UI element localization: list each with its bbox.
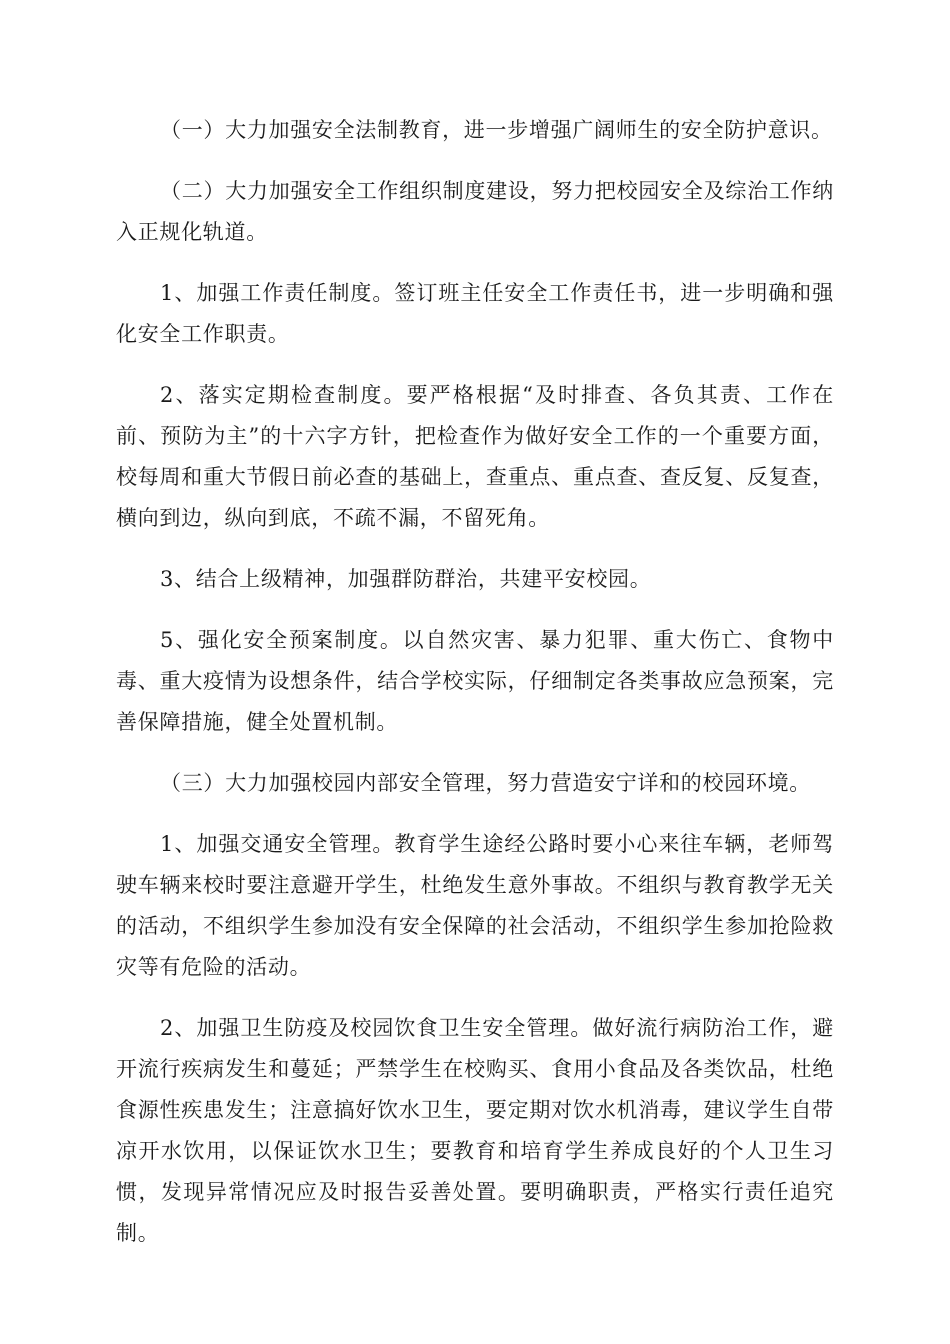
paragraph-inspection-system: 2、落实定期检查制度。要严格根据“及时排查、各负其责、工作在前、预防为主”的十六字方针，把检查作为做好安全工作的一个重要方面，校每周和重大节假日前必查的基础上，查重点、重点查、查反复、反复查，横向到边，纵向到底，不疏不漏，不留死角。	[116, 383, 834, 530]
paragraph-emergency-plan: 5、强化安全预案制度。以自然灾害、暴力犯罪、重大伤亡、食物中毒、重大疫情为设想条件，结合学校实际，仔细制定各类事故应急预案，完善保障措施，健全处置机制。	[116, 628, 834, 734]
paragraph-organization-system: （二）大力加强安全工作组织制度建设，努力把校园安全及综治工作纳入正规化轨道。	[116, 179, 834, 244]
paragraph-hygiene-safety: 2、加强卫生防疫及校园饮食卫生安全管理。做好流行病防治工作，避开流行疾病发生和蔓延；严禁学生在校购买、食用小食品及各类饮品，杜绝食源性疾患发生；注意搞好饮水卫生，要定期对饮水机消毒，建议学生自带凉开水饮用，以保证饮水卫生；要教育和培育学生养成良好的个人卫生习惯，发现异常情况应及时报告妥善处置。要明确职责，严格实行责任追究制。	[116, 1016, 834, 1245]
paragraph-traffic-safety: 1、加强交通安全管理。教育学生途经公路时要小心来往车辆，老师驾驶车辆来校时要注意避开学生，杜绝发生意外事故。不组织与教育教学无关的活动，不组织学生参加没有安全保障的社会活动，不组织学生参加抢险救灾等有危险的活动。	[116, 832, 834, 979]
document-body	[116, 110, 834, 1274]
paragraph-safety-legal-education: （一）大力加强安全法制教育，进一步增强广阔师生的安全防护意识。	[160, 118, 833, 142]
paragraph-internal-management: （三）大力加强校园内部安全管理，努力营造安宁详和的校园环境。	[160, 771, 811, 795]
paragraph-responsibility-system: 1、加强工作责任制度。签订班主任安全工作责任书，进一步明确和强化安全工作职责。	[116, 281, 834, 346]
paragraph-group-prevention: 3、结合上级精神，加强群防群治，共建平安校园。	[160, 567, 652, 591]
